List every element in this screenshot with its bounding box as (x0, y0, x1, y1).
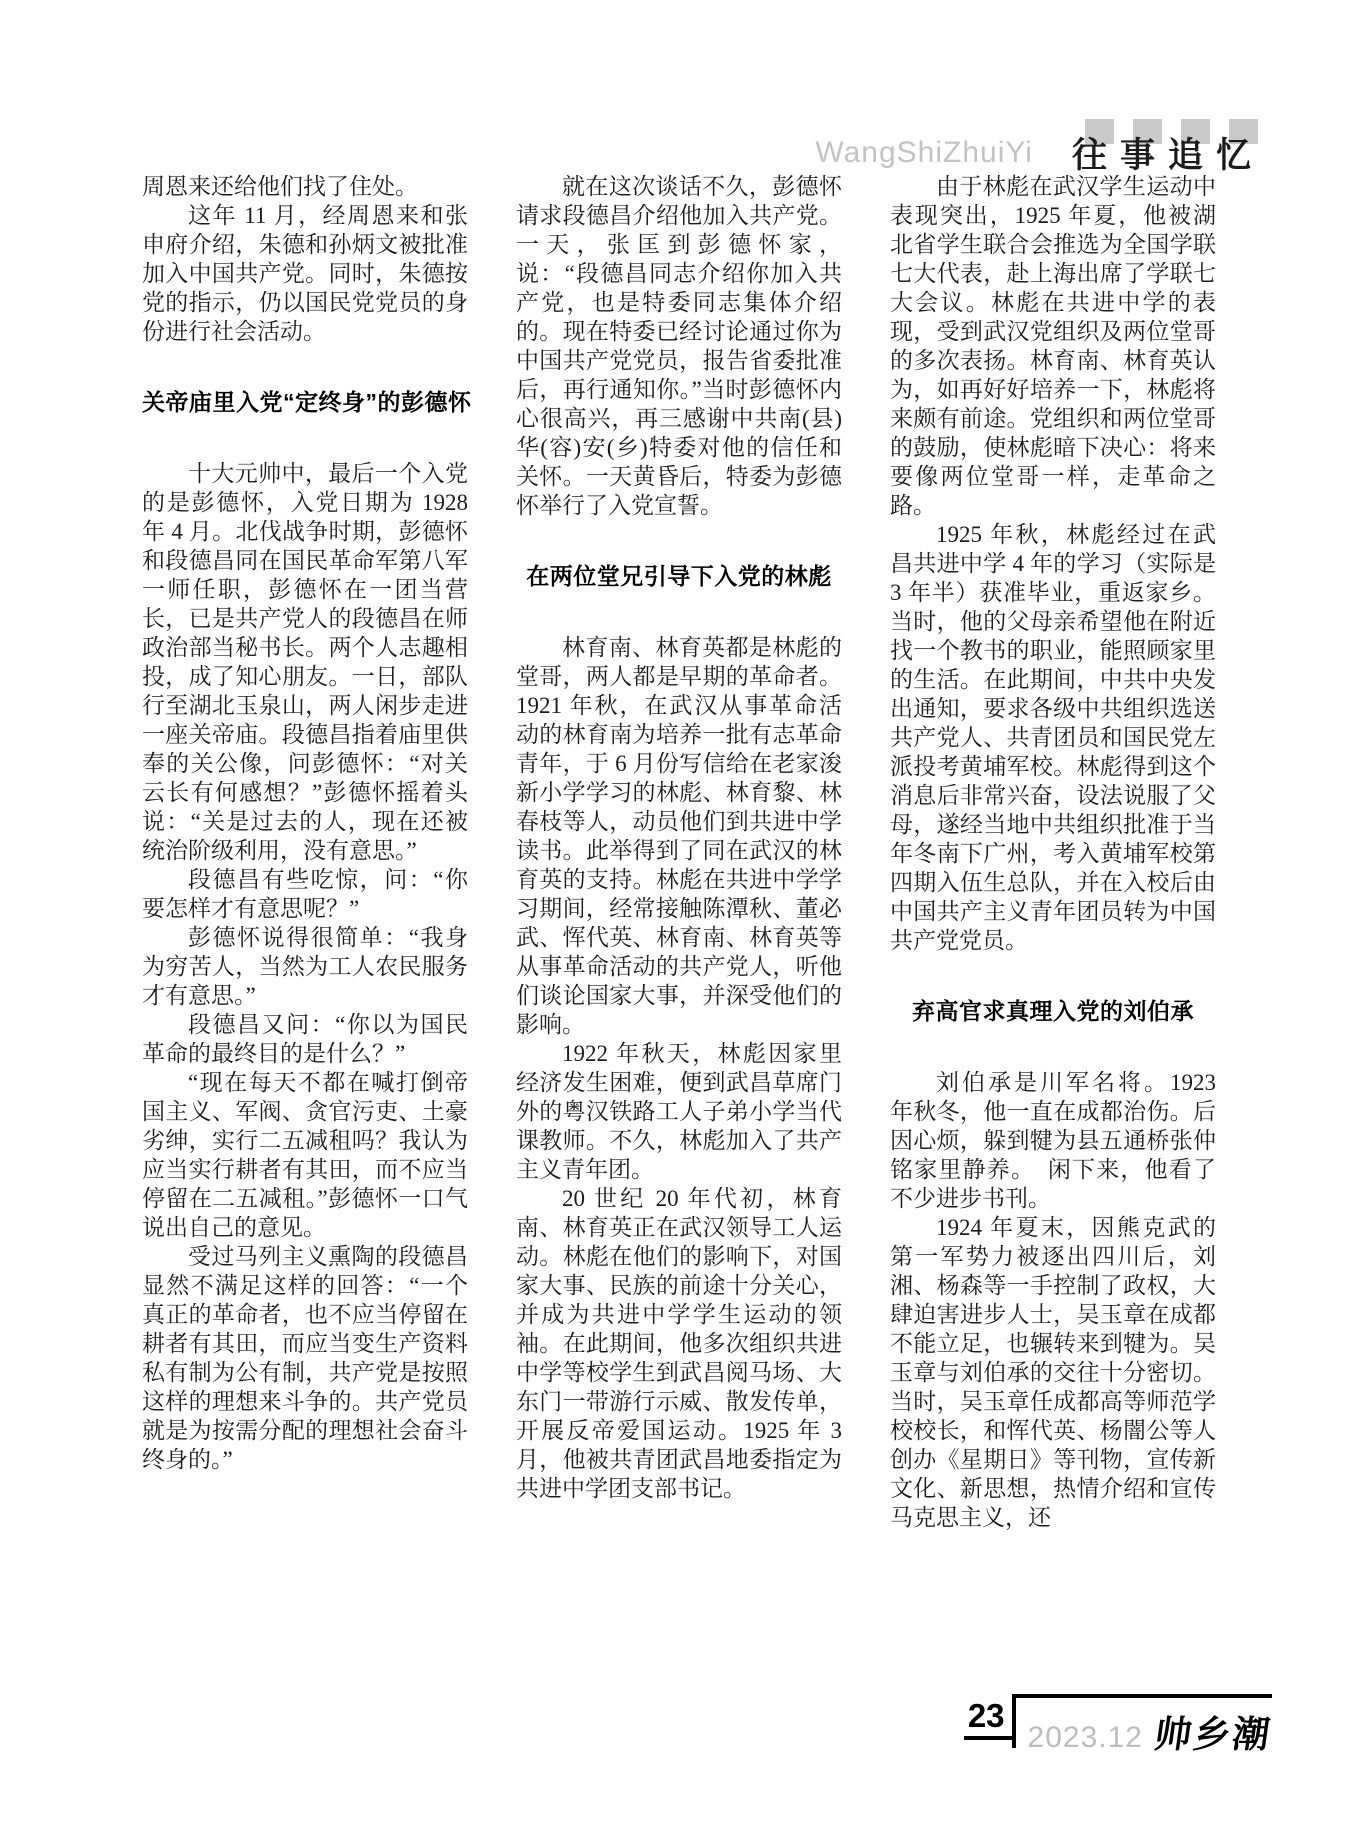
article-body (142, 172, 1216, 1532)
issue-date: 2023.12 (1027, 1721, 1143, 1754)
masthead-title-char: 往 (1072, 128, 1107, 178)
paragraph: 段德昌又问：“你以为国民革命的最终目的是什么？” (142, 1012, 468, 1066)
paragraph: 1925 年秋，林彪经过在武昌共进中学 4 年的学习（实际是 3 年半）获准毕业，重返家乡。当时，他的父母亲希望他在附近找一个教书的职业，能照顾家里的生活。在此期间，中共中央发出通知，要求各级中共组织选送共产党人、共青团员和国民党左派投考黄埔军校。林彪得到这个消息后非常兴奋，设法说服了父母，遂经当地中共组织批准于当年冬南下广州，考入黄埔军校第四期入伍生总队，并在入校后由中国共产主义青年团员转为中国共产党党员。 (890, 522, 1216, 953)
paragraph: 彭德怀说得很简单：“我身为穷苦人，当然为工人农民服务才有意思。” (142, 925, 468, 1008)
paragraph: “现在每天不都在喊打倒帝国主义、军阀、贪官污吏、土豪劣绅，实行二五减租吗？我认为应当实行耕者有其田，而不应当停留在二五减租。”彭德怀一口气说出自己的意见。 (142, 1070, 468, 1240)
paragraph: 就在这次谈话不久，彭德怀请求段德昌介绍他加入共产党。一天，张匡到彭德怀家，说：“段德昌同志介绍你加入共产党，也是特委同志集体介绍的。现在特委已经讨论通过你为中国共产党党员，报告省委批准后，再行通知你。”当时彭德怀内心很高兴，再三感谢中共南(县)华(容)安(乡)特委对他的信任和关怀。一天黄昏后，特委为彭德怀举行了入党宣誓。 (516, 174, 842, 518)
masthead-title-char: 忆 (1216, 128, 1251, 178)
folio-right (1016, 1694, 1275, 1758)
paragraph: 由于林彪在武汉学生运动中表现突出，1925 年夏，他被湖北省学生联合会推选为全国学联七大代表，赴上海出席了学联七大会议。林彪在共进中学的表现，受到武汉党组织及两位堂哥的多次表扬。林育南、林育英认为，如再好好培养一下，林彪将来颇有前途。党组织和两位堂哥的鼓励，使林彪暗下决心：将来要像两位堂哥一样，走革命之路。 (890, 174, 1216, 518)
section-heading-pengdehuai: 关帝庙里入党“定终身”的彭德怀 (142, 389, 472, 415)
paragraph: 刘伯承是川军名将。1923 年秋冬，他一直在成都治伤。后因心烦，躲到犍为县五通桥张仲铭家里静养。 闲下来，他看了不少进步书刊。 (890, 1070, 1216, 1211)
paragraph: 受过马列主义熏陶的段德昌显然不满足这样的回答：“一个真正的革命者，也不应当停留在耕者有其田，而应当变生产资料私有制为公有制，共产党是按照这样的理想来斗争的。共产党员就是为按需分配的理想社会奋斗终身的。” (142, 1244, 468, 1472)
paragraph: 林育南、林育英都是林彪的堂哥，两人都是早期的革命者。1921 年秋，在武汉从事革命活动的林育南为培养一批有志革命青年，于 6 月份写信给在老家浚新小学学习的林彪、林育黎、林春枝等人，动员他们到共进中学读书。此举得到了同在武汉的林育英的支持。林彪在共进中学学习期间，经常接触陈潭秋、董必武、恽代英、林育南、林育英等从事革命活动的共产党人，听他们谈论国家大事，并深受他们的影响。 (516, 635, 842, 1037)
paragraph: 20 世纪 20 年代初，林育南、林育英正在武汉领导工人运动。林彪在他们的影响下，对国家大事、民族的前途十分关心，并成为共进中学学生运动的领袖。在此期间，他多次组织共进中学等校学生到武昌阅马场、大东门一带游行示威、散发传单，开展反帝爱国运动。1925 年 3 月，他被共青团武昌地委指定为共进中学团支部书记。 (516, 1186, 842, 1501)
paragraph: 十大元帅中，最后一个入党的是彭德怀，入党日期为 1928 年 4 月。北伐战争时期，彭德怀和段德昌同在国民革命军第八军一师任职，彭德怀在一团当营长，已是共产党人的段德昌在师政治部当秘书长。两个人志趣相投，成了知心朋友。一日，部队行至湖北玉泉山，两人闲步走进一座关帝庙。段德昌指着庙里供奉的关公像，问彭德怀：“对关云长有何感想？”彭德怀摇着头说：“关是过去的人，现在还被统治阶级利用，没有意思。” (142, 461, 468, 863)
column-3 (890, 172, 1216, 1532)
page-number: 23 (964, 1694, 1012, 1740)
masthead-title-char: 事 (1120, 128, 1155, 178)
paragraph: 这年 11 月，经周恩来和张申府介绍，朱德和孙炳文被批准加入中国共产党。同时，朱德按党的指示，仍以国民党党员的身份进行社会活动。 (142, 203, 468, 344)
page-folio (964, 1694, 1275, 1758)
magazine-logo: 帅乡潮 (1151, 1715, 1275, 1756)
masthead-title (1059, 128, 1251, 178)
paragraph: 段德昌有些吃惊，问：“你要怎样才有意思呢？” (142, 867, 468, 921)
section-heading-liubocheng: 弃高官求真理入党的刘伯承 (912, 998, 1194, 1024)
column-1 (142, 172, 472, 1532)
masthead-pinyin: WangShiZhuiYi (815, 136, 1033, 169)
column-2 (516, 172, 842, 1532)
section-masthead (815, 128, 1251, 178)
paragraph: 1922 年秋天，林彪因家里经济发生困难，便到武昌草席门外的粤汉铁路工人子弟小学当代课教师。不久，林彪加入了共产主义青年团。 (516, 1041, 842, 1182)
section-heading-linbiao: 在两位堂兄引导下入党的林彪 (526, 563, 832, 589)
paragraph: 1924 年夏末，因熊克武的第一军势力被逐出四川后，刘湘、杨森等一手控制了政权，大肆迫害进步人士，吴玉章在成都不能立足，也辗转来到犍为。吴玉章与刘伯承的交往十分密切。当时，吴玉章任成都高等师范学校校长，和恽代英、杨闇公等人创办《星期日》等刊物，宣传新文化、新思想，热情介绍和宣传马克思主义，还 (890, 1215, 1216, 1530)
paragraph: 周恩来还给他们找了住处。 (142, 174, 418, 199)
masthead-title-char: 追 (1168, 128, 1203, 178)
